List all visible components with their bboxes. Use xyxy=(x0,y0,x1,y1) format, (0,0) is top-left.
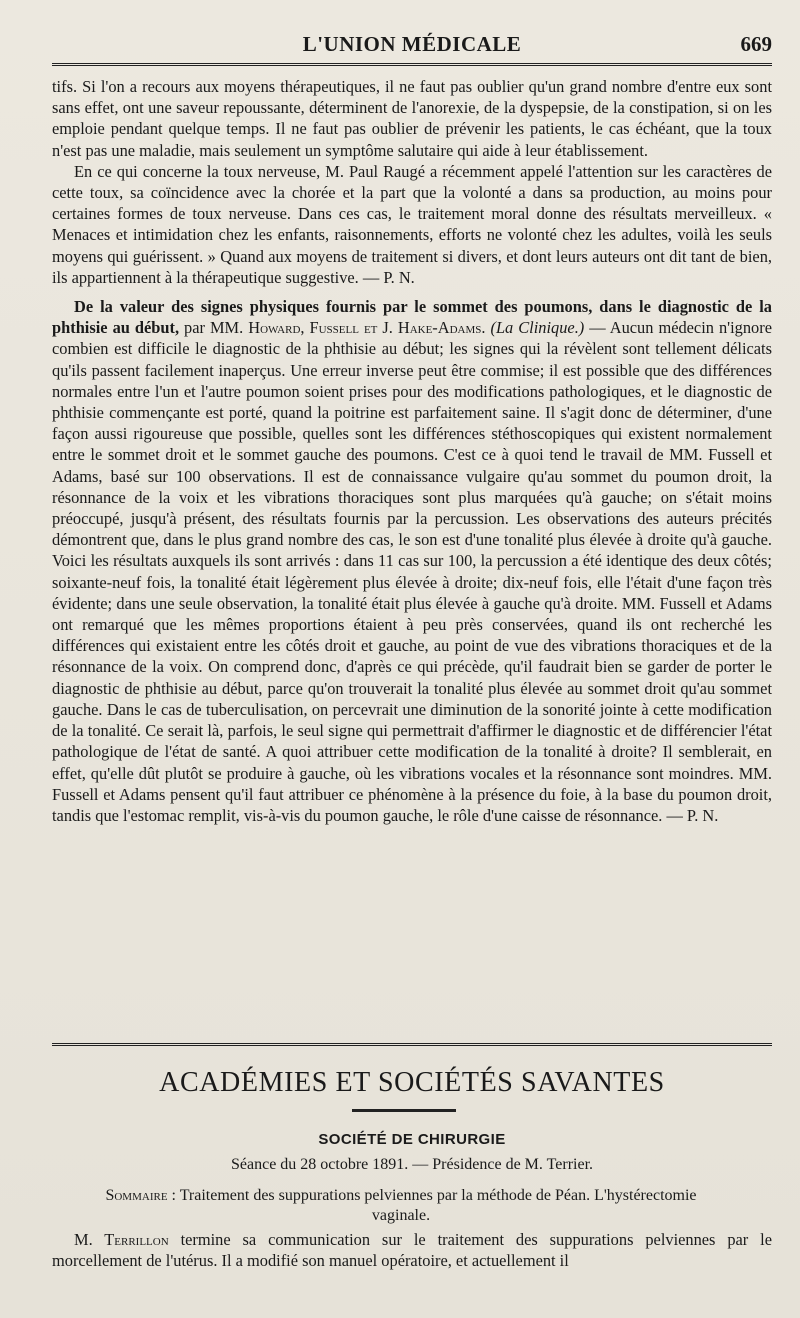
article-phthisis xyxy=(52,296,772,826)
authors-intro: par MM. xyxy=(179,318,249,338)
report-paragraph xyxy=(52,1230,772,1271)
summary-label: Sommaire : xyxy=(105,1187,176,1204)
short-divider xyxy=(352,1109,456,1112)
article-body: — Aucun médecin n'ignore combien est difficile le diagnostic de la phthisie au début; les signes qui la révèlent sont tellement délicats qu'ils passent facilement inaperçus. Une erreur inverse peut être commise; il est possible que des différences normales entre l'un et l'autre poumon soient prises pour des modifications pathologiques, et le diagnostic de phthisie commençante est porté, quand la poitrine est parfaitement saine. Il s'agit donc de déterminer, d'une façon aussi rigoureuse que possible, quelles sont les différences stéthoscopiques qui existent normalement entre le sommet droit et le sommet gauche des poumons. C'est ce à quoi tend le travail de MM. Fussell et Adams, basé sur 100 observations. Il est de connaissance vulgaire qu'au sommet du poumon droit, la résonnance de la voix et les vibrations thoraciques sont plus marquées qu'à gauche; on s'était moins préoccupé, jusqu'à présent, des résultats fournis par la percussion. Les observations des auteurs précités démontrent que, dans le plus grand nombre des cas, le son est d'une tonalité plus élevée à droite qu'à gauche. Voici les résultats auxquels ils sont arrivés : dans 11 cas sur 100, la percussion a été identique des deux côtés; soixante-neuf fois, la tonalité était légèrement plus élevée à droite; dix-neuf fois, elle l'était d'une façon très évidente; dans une seule observation, la tonalité était plus élevée à gauche qu'à droite. MM. Fussell et Adams ont remarqué que les mêmes proportions étaient à peu près conservées, quand ils ont recherché les différences qui existaient entre les côtés droit et gauche, au point de vue des vibrations thoraciques et de la résonnance de la voix. On comprend donc, d'après ce qui précède, qu'il faudrait bien se garder de porter le diagnostic de phthisie au début, parce qu'on trouverait la tonalité plus élevée au sommet droit qu'au sommet gauche. Dans le cas de tuberculisation, on percevrait une diminution de la sonorité jointe à cette modification de la tonalité. Ce serait là, parfois, le seul signe qui permettrait d'affirmer le diagnostic et de différencier l'état pathologique de l'état de santé. A quoi attribuer cette modification de la tonalité à droite? Il semblerait, en effet, qu'elle dût plutôt se produire à gauche, où les vibrations vocales et la résonnance sont moindres. MM. Fussell et Adams pensent qu'il faut attribuer ce phénomène à la présence du foie, à la base du poumon droit, tandis que l'estomac remplit, vis-à-vis du poumon gauche, le rôle d'une caisse de résonnance. — P. N. xyxy=(52,318,772,825)
running-title: L'UNION MÉDICALE xyxy=(302,32,522,56)
paragraph-nervous-cough: En ce qui concerne la toux nerveuse, M. Paul Raugé a récemment appelé l'attention sur les caractères de cette toux, sa coïncidence avec la chorée et la part que la volonté a dans sa production, au moins pour certaines formes de toux nerveuse. Dans ces cas, le traitement moral donne des résultats merveilleux. « Menaces et intimidation chez les enfants, raisonnements, efforts ne volonté chez les adultes, voilà les seuls moyens qui guérissent. » Quand aux moyens de traitement si divers, et dont leurs auteurs ont dit tant de bien, ils appartiennent à la thérapeutique suggestive. — P. N. xyxy=(52,161,772,287)
report-text: termine sa communication sur le traitement des suppurations pelviennes par le morcellement de l'utérus. Il a modifié son manuel opératoire, et actuellement il xyxy=(52,1230,772,1270)
paragraph-cough-treatment: tifs. Si l'on a recours aux moyens thérapeutiques, il ne faut pas oublier qu'un grand nombre d'entre eux sont sans effet, ont une saveur repoussante, déterminent de l'anorexie, de la dyspepsie, de la constipation, si on les emploie pendant quelque temps. Il ne faut pas oublier de prévenir les patients, le cas échéant, que la toux n'est pas une maladie, mais seulement un symptôme salutaire qui aide à leur établissement. xyxy=(52,77,772,160)
society-title: SOCIÉTÉ DE CHIRURGIE xyxy=(318,1131,506,1148)
main-column xyxy=(52,76,772,826)
section-rule xyxy=(52,1043,772,1046)
article-authors: Howard, Fussell et J. Hake-Adams. xyxy=(248,318,486,338)
running-head xyxy=(52,30,772,60)
header-rule xyxy=(52,63,772,69)
session-line: Séance du 28 octobre 1891. — Présidence de M. Terrier. xyxy=(230,1156,594,1173)
article-source: (La Clinique.) xyxy=(490,318,585,338)
session-summary xyxy=(92,1186,710,1226)
page-number: 669 xyxy=(740,32,772,56)
report-speaker: M. Terrillon xyxy=(74,1230,169,1249)
section-title: ACADÉMIES ET SOCIÉTÉS SAVANTES xyxy=(159,1067,665,1098)
summary-text: Traitement des suppurations pelviennes par la méthode de Péan. L'hystérectomie vaginale. xyxy=(175,1187,697,1224)
article-title: De la valeur des signes physiques fournis par le sommet des poumons, dans le diagnostic de la phthisie au début, xyxy=(52,297,772,338)
